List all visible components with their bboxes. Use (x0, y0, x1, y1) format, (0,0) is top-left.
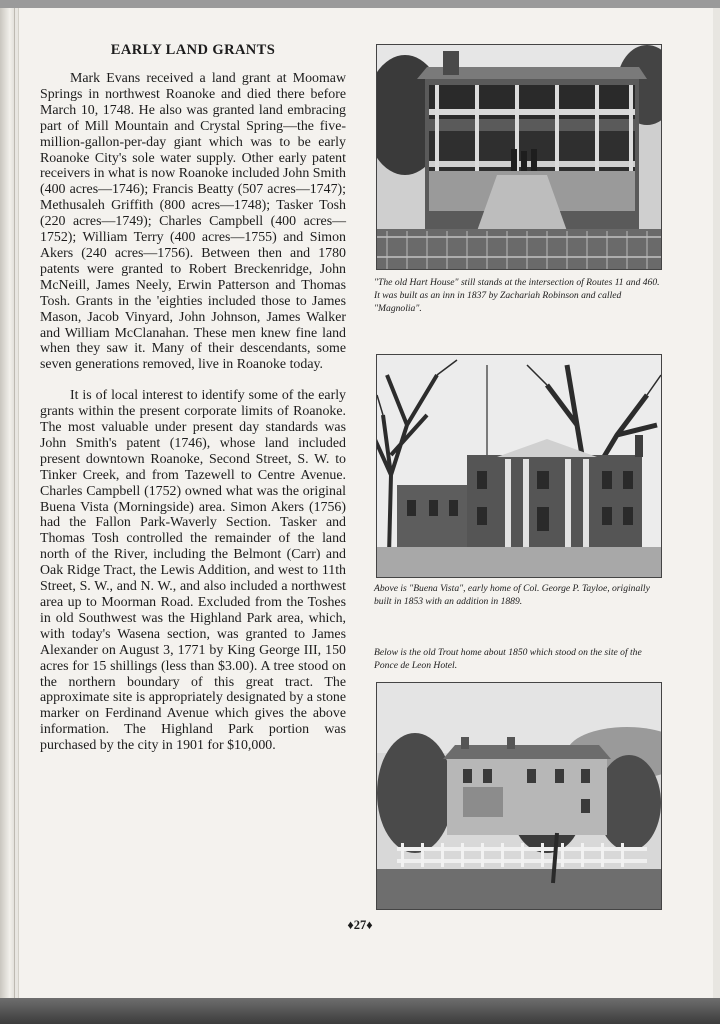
trout-home-caption: Below is the old Trout home about 1850 which stood on the site of the Ponce de Leon Hotel. (374, 647, 642, 671)
hart-house-photo (376, 44, 662, 270)
buena-vista-caption: Above is "Buena Vista", early home of Col. George P. Tayloe, originally built in 1853 with an addition in 1889. (374, 583, 650, 607)
buena-vista-photo (376, 354, 662, 578)
hart-house-illustration (377, 45, 661, 269)
buena-vista-illustration (377, 355, 661, 577)
trout-home-illustration (377, 683, 661, 909)
trout-home-photo (376, 682, 662, 910)
article-paragraph-2: It is of local interest to identify some of the early grants within the present corporate limits of Roanoke. The most valuable under present day standards was John Smith's patent (1746), whose land included present downtown Roanoke, Second Street, S. W. to Tinker Creek, and from Tazewell to Centre Avenue. Charles Campbell (1752) owned what was the original Buena Vista (Morningside) area. Simon Akers (1756) had the Fallon Park-Waverly Section. Tasker and Thomas Tosh controlled the remainder of the land north of the River, including the Belmont (Carr) and Oak Ridge Tract, the Lewis Addition, and west to 11th Street, S. W., and N. W., and also included a northwest area up to Moorman Road. Excluded from the Toshes in old Southwest was the Highland Park area, which, with today's Wasena section, was granted to James Alexander on August 3, 1771 by King George III, 150 acres for 15 shillings (less than $3.00). A tree stood on the northern boundary of this great tract. The approximate site is appropriately designated by a stone marker on Ferdinand Avenue which gives the above information. The Highland Park portion was purchased by the city in 1901 for $10,000. (40, 388, 346, 754)
article-heading: EARLY LAND GRANTS (110, 42, 276, 58)
article-column (40, 42, 346, 754)
binding-edge (0, 8, 15, 998)
page-number: ♦27♦ (347, 918, 373, 932)
hart-house-caption: "The old Hart House" still stands at the intersection of Routes 11 and 460. It was built as an inn in 1837 by Zachariah Robinson and called "Magnolia". (374, 277, 660, 314)
scan-bottom-edge (0, 998, 720, 1024)
article-paragraph-1: Mark Evans received a land grant at Moomaw Springs in northwest Roanoke and died there before March 10, 1748. He also was granted land embracing part of Mill Mountain and Crystal Spring—the five-million-gallon-per-day giant which was to be early Roanoke City's sole water supply. Other early patent receivers in what is now Roanoke included John Smith (400 acres—1746); Francis Beatty (507 acres—1747); Methusaleh Griffith (800 acres—1748); Tasker Tosh (220 acres—1749); Charles Campbell (400 acres—1752); William Terry (400 acres—1755) and Simon Akers (240 acres—1756). Between then and 1780 patents were granted to Robert Breckenridge, John McNeill, James Neely, Erwin Patterson and Thomas Tosh. Grants in the 'eighties included those to James Mason, Jacob Vinyard, John Johnson, James Walker and William McClanahan. These men knew fine land when they saw it. Many of their descendants, some seven generations removed, live in Roanoke today. (40, 71, 346, 373)
